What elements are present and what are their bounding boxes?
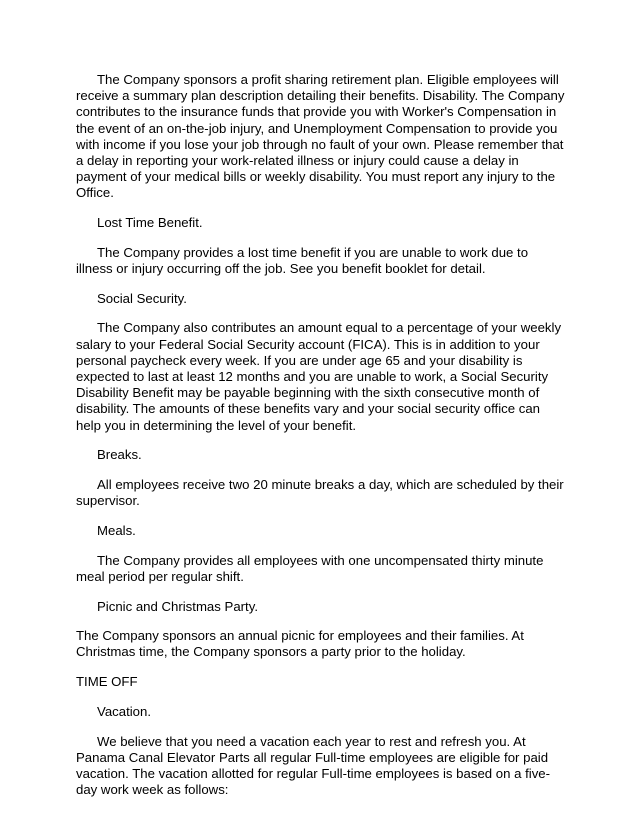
paragraph-lost-time-benefit: The Company provides a lost time benefit if you are unable to work due to illness or injury occurring off the job. See you benefit booklet for detail. — [76, 244, 529, 277]
paragraph-picnic-christmas-party: The Company sponsors an annual picnic for employees and their families. At Christmas time, the Company sponsors a party prior to the holiday. — [76, 628, 524, 660]
heading-vacation: Vacation. — [97, 703, 152, 719]
heading-picnic-christmas-party: Picnic and Christmas Party. — [97, 598, 258, 614]
heading-lost-time-benefit: Lost Time Benefit. — [97, 215, 203, 231]
heading-meals: Meals. — [97, 522, 136, 538]
paragraph-profit-sharing: The Company sponsors a profit sharing retirement plan. Eligible employees will receive a summary plan description detailing their benefits. Disability. The Company contributes to the insurance funds that provide you with Worker's Compensation in the event of an on-the-job injury, and Unemployment Compensation to provide you with income if you lose your job through no fault of your own. Please remember that a delay in reporting your work-related illness or injury could cause a delay in payment of your medical bills or weekly disability. You must report any injury to the Office. — [76, 72, 565, 201]
paragraph-breaks: All employees receive two 20 minute breaks a day, which are scheduled by their supervisor. — [76, 477, 564, 509]
paragraph-meals: The Company provides all employees with one uncompensated thirty minute meal period per regular shift. — [76, 552, 544, 584]
heading-breaks: Breaks. — [97, 447, 142, 463]
paragraph-vacation: We believe that you need a vacation each year to rest and refresh you. At Panama Canal Elevator Parts all regular Full-time employees are eligible for paid vacation. The vacation allotted for regular Full-time employees is based on a five-day work week as follows: — [76, 733, 551, 798]
paragraph-social-security: The Company also contributes an amount equal to a percentage of your weekly salary to your Federal Social Security account (FICA). This is in addition to your personal paycheck every week. If you are under age 65 and your disability is expected to last at least 12 months and you are unable to work, a Social Security Disability Benefit may be payable beginning with the sixth consecutive month of disability. The amounts of these benefits vary and your social security office can help you in determining the level of your benefit. — [76, 320, 562, 433]
heading-social-security: Social Security. — [97, 290, 187, 306]
heading-time-off: TIME OFF — [76, 674, 138, 690]
